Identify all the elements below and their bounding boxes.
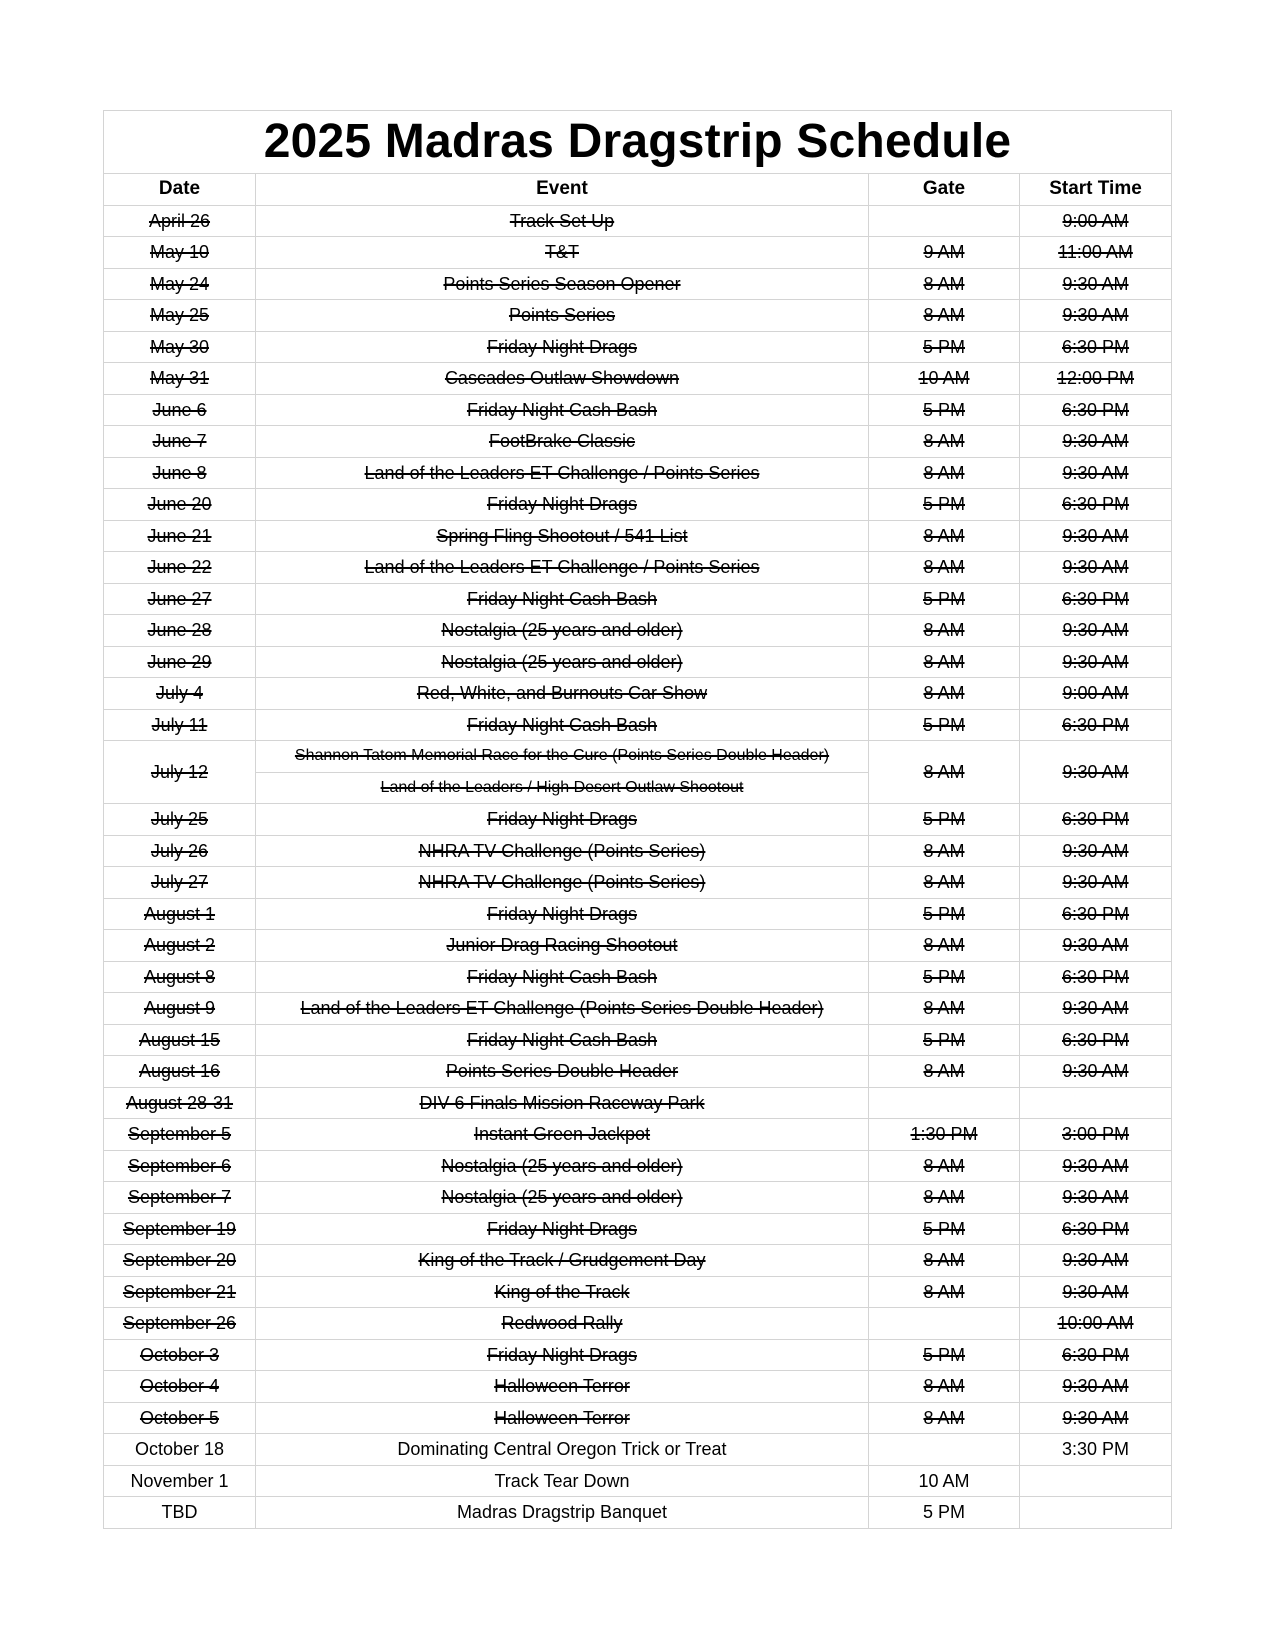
row-gate: 5 PM xyxy=(922,809,965,830)
row-start-time: 9:30 AM xyxy=(1062,998,1129,1019)
row-date: May 24 xyxy=(149,273,210,294)
row-date: September 19 xyxy=(122,1218,237,1239)
row-date: October 3 xyxy=(139,1344,220,1365)
row-start-time: 3:30 PM xyxy=(1061,1439,1130,1460)
row-date: June 21 xyxy=(147,525,212,546)
row-event: DIV 6 Finals Mission Raceway Park xyxy=(419,1092,705,1113)
row-date: July 27 xyxy=(150,872,209,893)
table-row xyxy=(104,426,1172,458)
row-gate: 8 AM xyxy=(923,557,965,578)
row-gate: 9 AM xyxy=(923,242,965,263)
row-date: September 6 xyxy=(127,1155,232,1176)
row-gate: 5 PM xyxy=(922,336,965,357)
row-event: Friday Night Drags xyxy=(486,1218,638,1239)
row-gate: 5 PM xyxy=(922,1502,965,1523)
row-start-time: 9:30 AM xyxy=(1062,1061,1129,1082)
table-row xyxy=(104,1119,1172,1151)
table-row xyxy=(104,1150,1172,1182)
row-start-time: 9:30 AM xyxy=(1062,840,1129,861)
row-event: Friday Night Drags xyxy=(486,809,638,830)
table-row xyxy=(104,1182,1172,1214)
row-start-time: 9:30 AM xyxy=(1062,525,1129,546)
table-row xyxy=(104,835,1172,867)
table-row xyxy=(104,1308,1172,1340)
row-date: May 25 xyxy=(149,305,210,326)
row-date: June 8 xyxy=(152,462,207,483)
table-row xyxy=(104,1339,1172,1371)
row-start-time: 9:30 AM xyxy=(1062,273,1129,294)
row-date: June 29 xyxy=(147,651,212,672)
row-event: Friday Night Cash Bash xyxy=(466,714,658,735)
row-date: August 8 xyxy=(143,966,216,987)
row-gate: 8 AM xyxy=(923,762,965,782)
row-date: October 4 xyxy=(139,1376,220,1397)
row-start-time: 10:00 AM xyxy=(1057,1313,1134,1334)
row-gate: 8 AM xyxy=(923,1407,965,1428)
row-start-time: 9:30 AM xyxy=(1062,935,1129,956)
row-gate: 8 AM xyxy=(923,305,965,326)
row-date: April 26 xyxy=(148,210,211,231)
row-event: Track Set Up xyxy=(509,210,615,231)
row-start-time: 6:30 PM xyxy=(1061,588,1130,609)
row-date: May 10 xyxy=(149,242,210,263)
row-start-time: 6:30 PM xyxy=(1061,399,1130,420)
table-row xyxy=(104,993,1172,1025)
table-row xyxy=(104,331,1172,363)
row-date: September 5 xyxy=(127,1124,232,1145)
table-row xyxy=(104,867,1172,899)
row-start-time: 9:30 AM xyxy=(1062,305,1129,326)
row-date: August 1 xyxy=(143,903,216,924)
row-event: Nostalgia (25 years and older) xyxy=(441,620,683,641)
row-event: Land of the Leaders ET Challenge / Points Series xyxy=(364,462,760,483)
row-gate: 8 AM xyxy=(923,1281,965,1302)
row-event: Points Series Double Header xyxy=(445,1061,679,1082)
row-start-time: 6:30 PM xyxy=(1061,809,1130,830)
table-row xyxy=(104,961,1172,993)
row-event: Friday Night Cash Bash xyxy=(466,399,658,420)
row-event: Nostalgia (25 years and older) xyxy=(441,1155,683,1176)
row-start-time: 9:30 AM xyxy=(1062,872,1129,893)
table-row xyxy=(104,709,1172,741)
row-gate: 10 AM xyxy=(918,1470,970,1491)
table-row xyxy=(104,583,1172,615)
table-row xyxy=(104,804,1172,836)
row-event: Points Series Season Opener xyxy=(443,273,681,294)
row-start-time: 9:30 AM xyxy=(1062,651,1129,672)
row-start-time: 6:30 PM xyxy=(1061,966,1130,987)
row-start-time: 6:30 PM xyxy=(1061,1344,1130,1365)
row-start-time: 6:30 PM xyxy=(1061,1218,1130,1239)
row-date: August 9 xyxy=(143,998,216,1019)
row-event: Redwood Rally xyxy=(501,1313,623,1334)
row-start-time: 6:30 PM xyxy=(1061,903,1130,924)
row-event: King of the Track xyxy=(494,1281,630,1302)
row-start-time: 9:30 AM xyxy=(1062,1155,1129,1176)
table-row xyxy=(104,1371,1172,1403)
row-date: June 6 xyxy=(152,399,207,420)
row-event: Land of the Leaders ET Challenge / Points Series xyxy=(364,557,760,578)
row-gate: 5 PM xyxy=(922,903,965,924)
row-event: Land of the Leaders ET Challenge (Points Series Double Header) xyxy=(300,998,824,1019)
row-date: May 31 xyxy=(149,368,210,389)
row-event: Land of the Leaders / High Desert Outlaw Shootout xyxy=(380,778,744,796)
row-event: Friday Night Drags xyxy=(486,903,638,924)
row-gate: 8 AM xyxy=(923,462,965,483)
table-row xyxy=(104,930,1172,962)
row-date: September 20 xyxy=(122,1250,237,1271)
table-row xyxy=(104,300,1172,332)
row-date: June 28 xyxy=(147,620,212,641)
row-gate: 5 PM xyxy=(922,399,965,420)
row-start-time: 9:30 AM xyxy=(1062,1281,1129,1302)
row-gate: 8 AM xyxy=(923,935,965,956)
row-date: July 4 xyxy=(155,683,204,704)
row-event: Dominating Central Oregon Trick or Treat xyxy=(397,1439,727,1460)
row-event: Halloween Terror xyxy=(494,1376,630,1397)
row-event: NHRA TV Challenge (Points Series) xyxy=(418,840,706,861)
row-start-time: 9:30 AM xyxy=(1062,1187,1129,1208)
table-row xyxy=(104,394,1172,426)
row-event: FootBrake Classic xyxy=(488,431,636,452)
row-date: June 20 xyxy=(147,494,212,515)
row-gate: 5 PM xyxy=(922,1029,965,1050)
row-start-time: 9:30 AM xyxy=(1062,1376,1129,1397)
row-event: T&T xyxy=(545,242,579,263)
row-date: July 12 xyxy=(150,762,209,782)
row-date: July 26 xyxy=(150,840,209,861)
row-gate: 8 AM xyxy=(923,840,965,861)
table-row xyxy=(104,1245,1172,1277)
table-row xyxy=(104,1434,1172,1466)
row-event: Cascades Outlaw Showdown xyxy=(444,368,680,389)
table-row xyxy=(104,1213,1172,1245)
row-gate: 8 AM xyxy=(923,651,965,672)
row-gate: 5 PM xyxy=(922,966,965,987)
row-gate: 5 PM xyxy=(922,714,965,735)
row-event: Red, White, and Burnouts Car Show xyxy=(416,683,708,704)
row-gate: 8 AM xyxy=(923,1061,965,1082)
row-date: June 7 xyxy=(152,431,207,452)
row-date: August 15 xyxy=(138,1029,221,1050)
table-row xyxy=(104,1497,1172,1529)
row-gate: 8 AM xyxy=(923,1376,965,1397)
row-event: Friday Night Drags xyxy=(486,336,638,357)
page-title: 2025 Madras Dragstrip Schedule xyxy=(104,111,1172,174)
row-start-time: 9:30 AM xyxy=(1062,557,1129,578)
header-gate: Gate xyxy=(869,174,1020,206)
row-event: Madras Dragstrip Banquet xyxy=(456,1502,668,1523)
row-start-time: 9:30 AM xyxy=(1062,1250,1129,1271)
row-date: September 7 xyxy=(127,1187,232,1208)
table-row xyxy=(104,646,1172,678)
table-row xyxy=(104,1056,1172,1088)
row-start-time: 6:30 PM xyxy=(1061,494,1130,515)
row-event: Friday Night Drags xyxy=(486,494,638,515)
table-row xyxy=(104,678,1172,710)
row-start-time: 12:00 PM xyxy=(1056,368,1135,389)
row-event: Junior Drag Racing Shootout xyxy=(446,935,678,956)
row-date: August 28-31 xyxy=(125,1092,234,1113)
row-gate: 8 AM xyxy=(923,1187,965,1208)
header-start-time: Start Time xyxy=(1020,174,1172,206)
row-date: September 26 xyxy=(122,1313,237,1334)
row-start-time: 6:30 PM xyxy=(1061,714,1130,735)
row-date: October 18 xyxy=(134,1439,225,1460)
row-start-time: 6:30 PM xyxy=(1061,1029,1130,1050)
row-event: Halloween Terror xyxy=(494,1407,630,1428)
row-start-time: 9:00 AM xyxy=(1062,210,1129,231)
row-event: Instant Green Jackpot xyxy=(473,1124,651,1145)
row-gate: 8 AM xyxy=(923,998,965,1019)
row-event: Friday Night Drags xyxy=(486,1344,638,1365)
row-start-time: 9:30 AM xyxy=(1062,620,1129,641)
row-date: August 16 xyxy=(138,1061,221,1082)
row-gate: 8 AM xyxy=(923,525,965,546)
row-event: Nostalgia (25 years and older) xyxy=(441,651,683,672)
row-gate: 8 AM xyxy=(923,1155,965,1176)
table-row xyxy=(104,489,1172,521)
header-date: Date xyxy=(104,174,256,206)
table-row xyxy=(104,741,1172,773)
table-row xyxy=(104,520,1172,552)
row-event: Points Series xyxy=(508,305,616,326)
row-gate: 8 AM xyxy=(923,683,965,704)
row-gate: 5 PM xyxy=(922,1344,965,1365)
row-gate: 8 AM xyxy=(923,1250,965,1271)
row-event: Track Tear Down xyxy=(494,1470,630,1491)
row-date: May 30 xyxy=(149,336,210,357)
row-gate: 10 AM xyxy=(918,368,970,389)
row-event: Spring Fling Shootout / 541 List xyxy=(436,525,688,546)
row-start-time: 9:30 AM xyxy=(1062,762,1129,782)
row-gate: 8 AM xyxy=(923,620,965,641)
table-row xyxy=(104,1276,1172,1308)
row-start-time: 3:00 PM xyxy=(1061,1124,1130,1145)
table-row xyxy=(104,1465,1172,1497)
table-row xyxy=(104,615,1172,647)
header-event: Event xyxy=(256,174,869,206)
row-date: September 21 xyxy=(122,1281,237,1302)
row-date: July 11 xyxy=(151,714,208,735)
table-row xyxy=(104,268,1172,300)
row-event: Friday Night Cash Bash xyxy=(466,1029,658,1050)
table-row xyxy=(104,552,1172,584)
row-start-time: 9:30 AM xyxy=(1062,1407,1129,1428)
table-row xyxy=(104,237,1172,269)
table-row xyxy=(104,363,1172,395)
row-date: June 27 xyxy=(147,588,212,609)
row-date: July 25 xyxy=(150,809,209,830)
row-start-time: 9:30 AM xyxy=(1062,462,1129,483)
header-row xyxy=(104,174,1172,206)
table-row xyxy=(104,205,1172,237)
row-gate: 5 PM xyxy=(922,588,965,609)
table-row xyxy=(104,1024,1172,1056)
row-event: Friday Night Cash Bash xyxy=(466,966,658,987)
row-event: NHRA TV Challenge (Points Series) xyxy=(418,872,706,893)
table-row xyxy=(104,457,1172,489)
row-gate: 5 PM xyxy=(922,1218,965,1239)
row-start-time: 9:30 AM xyxy=(1062,431,1129,452)
row-start-time: 6:30 PM xyxy=(1061,336,1130,357)
row-event: Nostalgia (25 years and older) xyxy=(441,1187,683,1208)
row-date: TBD xyxy=(161,1502,198,1523)
table-row xyxy=(104,1087,1172,1119)
row-gate: 1:30 PM xyxy=(910,1124,978,1145)
schedule-sheet xyxy=(103,110,1171,1529)
row-start-time: 9:00 AM xyxy=(1062,683,1129,704)
row-event: King of the Track / Grudgement Day xyxy=(418,1250,706,1271)
schedule-body xyxy=(104,205,1172,1528)
row-date: October 5 xyxy=(139,1407,220,1428)
row-date: August 2 xyxy=(143,935,216,956)
row-event: Friday Night Cash Bash xyxy=(466,588,658,609)
row-date: June 22 xyxy=(147,557,212,578)
row-gate: 8 AM xyxy=(923,431,965,452)
title-row xyxy=(104,111,1172,174)
row-gate: 5 PM xyxy=(922,494,965,515)
row-event: Shannon Tatom Memorial Race for the Cure (Points Series Double Header) xyxy=(294,747,830,765)
row-start-time: 11:00 AM xyxy=(1058,242,1133,263)
row-date: November 1 xyxy=(130,1470,229,1491)
row-gate: 8 AM xyxy=(923,872,965,893)
schedule-table xyxy=(103,110,1172,1529)
row-gate: 8 AM xyxy=(923,273,965,294)
table-row xyxy=(104,1402,1172,1434)
table-row xyxy=(104,898,1172,930)
